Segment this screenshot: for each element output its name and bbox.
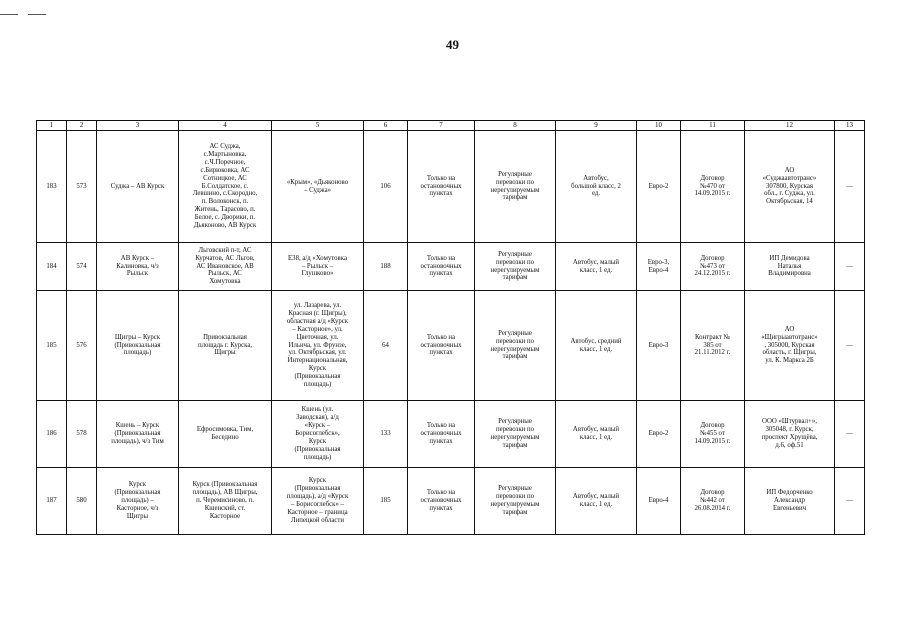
route-length: 106 bbox=[364, 131, 408, 243]
table-row bbox=[37, 468, 865, 535]
route-streets-roads: Е38, а/д «Хомутовка – Рыльск – Глушково» bbox=[272, 243, 364, 291]
route-length: 185 bbox=[364, 468, 408, 535]
route-name: Суджа – АВ Курск bbox=[97, 131, 179, 243]
eco-class: Евро-2 bbox=[637, 401, 681, 468]
page-number: 49 bbox=[446, 37, 459, 52]
route-stops: АС Суджа, с.Мартыновка, с.Ч.Поречное, с.Бирюковка, АС Сотницкое, АС Б.Солдатское, с. Левшино, с.Скородно, п. Волоконск, п. Житень, Тарасово, п. Белое, с. Дворики, п. Дьяконово, АВ Курск bbox=[179, 131, 272, 243]
transport-type: Регулярные перевозки по нерегулируемым тарифам bbox=[475, 243, 556, 291]
carrier-info: ИП Федорченко Александр Евгеньевич bbox=[745, 468, 835, 535]
route-name: Щигры – Курск (Привокзальная площадь) bbox=[97, 291, 179, 401]
route-sequence-number: 186 bbox=[37, 401, 67, 468]
column-number: 3 bbox=[97, 121, 179, 131]
route-stops: Ефросимовка, Тим, Беседино bbox=[179, 401, 272, 468]
carrier-info: ИП Демидова Наталья Владимировна bbox=[745, 243, 835, 291]
route-stops: Привокзальная площадь г. Курска, Щигры bbox=[179, 291, 272, 401]
carrier-info: ООО «Штурвал+», 305048, г. Курск, проспект Хрущёва, д.6, оф.51 bbox=[745, 401, 835, 468]
boarding-procedure: Только на остановочных пунктах bbox=[408, 468, 475, 535]
eco-class: Евро-3 bbox=[637, 291, 681, 401]
route-name: АВ Курск – Калиновка, ч/з Рыльск bbox=[97, 243, 179, 291]
vehicle-class: Автобус, средний класс, 1 ед. bbox=[556, 291, 637, 401]
route-length: 64 bbox=[364, 291, 408, 401]
column-number: 10 bbox=[637, 121, 681, 131]
vehicle-class: Автобус, малый класс, 1 ед. bbox=[556, 468, 637, 535]
column-number: 5 bbox=[272, 121, 364, 131]
corner-scan-mark bbox=[28, 0, 46, 15]
transport-type: Регулярные перевозки по нерегулируемым тарифам bbox=[475, 401, 556, 468]
notes-cell: — bbox=[835, 401, 865, 468]
table-row bbox=[37, 131, 865, 243]
contract-info: Договор №455 от 14.09.2015 г. bbox=[681, 401, 745, 468]
boarding-procedure: Только на остановочных пунктах bbox=[408, 243, 475, 291]
corner-scan-mark bbox=[0, 0, 18, 15]
route-stops: Льговский п-т, АС Курчатов, АС Льгов, АС Ивановское, АВ Рыльск, АС Хомутовка bbox=[179, 243, 272, 291]
route-streets-roads: Курск (Привокзальная площадь), а/д «Курск – Борисоглебск» – Касторное – граница Липецкой области bbox=[272, 468, 364, 535]
contract-info: Договор №470 от 14.09.2015 г. bbox=[681, 131, 745, 243]
route-name: Кшень – Курск (Привокзальная площадь), ч/з Тим bbox=[97, 401, 179, 468]
column-number: 1 bbox=[37, 121, 67, 131]
contract-info: Контракт № 385 от 21.11.2012 г. bbox=[681, 291, 745, 401]
vehicle-class: Автобус, малый класс, 1 ед. bbox=[556, 401, 637, 468]
route-registry-number: 578 bbox=[67, 401, 97, 468]
column-number: 7 bbox=[408, 121, 475, 131]
vehicle-class: Автобус, большой класс, 2 ед. bbox=[556, 131, 637, 243]
column-number: 12 bbox=[745, 121, 835, 131]
route-registry-number: 574 bbox=[67, 243, 97, 291]
table-row bbox=[37, 291, 865, 401]
route-length: 188 bbox=[364, 243, 408, 291]
transport-type: Регулярные перевозки по нерегулируемым тарифам bbox=[475, 291, 556, 401]
route-sequence-number: 187 bbox=[37, 468, 67, 535]
route-sequence-number: 184 bbox=[37, 243, 67, 291]
column-number: 9 bbox=[556, 121, 637, 131]
eco-class: Евро-2 bbox=[637, 131, 681, 243]
transport-type: Регулярные перевозки по нерегулируемым тарифам bbox=[475, 131, 556, 243]
table-row bbox=[37, 243, 865, 291]
route-length: 133 bbox=[364, 401, 408, 468]
contract-info: Договор №473 от 24.12.2015 г. bbox=[681, 243, 745, 291]
route-registry-number: 573 bbox=[67, 131, 97, 243]
route-streets-roads: «Крым», «Дьяконово – Суджа» bbox=[272, 131, 364, 243]
column-number: 4 bbox=[179, 121, 272, 131]
routes-table bbox=[36, 120, 865, 535]
route-streets-roads: ул. Лазарева, ул. Красная (г. Щигры), областная а/д «Курск – Касторное», ул. Цветочная, ул. Ильича, ул. Фрунзе, ул. Октябрьская, ул. Интернациональная, Курск (Привокзальная площадь) bbox=[272, 291, 364, 401]
route-sequence-number: 185 bbox=[37, 291, 67, 401]
notes-cell: — bbox=[835, 131, 865, 243]
route-sequence-number: 183 bbox=[37, 131, 67, 243]
route-name: Курск (Привокзальная площадь) – Касторное, ч/з Щигры bbox=[97, 468, 179, 535]
column-number-row bbox=[37, 121, 865, 131]
column-number: 2 bbox=[67, 121, 97, 131]
eco-class: Евро-4 bbox=[637, 468, 681, 535]
boarding-procedure: Только на остановочных пунктах bbox=[408, 291, 475, 401]
carrier-info: АО «Щигрыавтотранс» , 305000, Курская область, г. Щигры, ул. К. Маркса 2Б bbox=[745, 291, 835, 401]
column-number: 11 bbox=[681, 121, 745, 131]
column-number: 6 bbox=[364, 121, 408, 131]
boarding-procedure: Только на остановочных пунктах bbox=[408, 401, 475, 468]
notes-cell: — bbox=[835, 468, 865, 535]
column-number: 8 bbox=[475, 121, 556, 131]
notes-cell: — bbox=[835, 291, 865, 401]
carrier-info: АО «Суджаавтотранс» 307800, Курская обл., г. Суджа, ул. Октябрьская, 14 bbox=[745, 131, 835, 243]
vehicle-class: Автобус, малый класс, 1 ед. bbox=[556, 243, 637, 291]
eco-class: Евро-3, Евро-4 bbox=[637, 243, 681, 291]
contract-info: Договор №442 от 26.08.2014 г. bbox=[681, 468, 745, 535]
column-number: 13 bbox=[835, 121, 865, 131]
route-registry-number: 580 bbox=[67, 468, 97, 535]
boarding-procedure: Только на остановочных пунктах bbox=[408, 131, 475, 243]
table-row bbox=[37, 401, 865, 468]
route-streets-roads: Кшень (ул. Заводская), а/д «Курск – Борисоглебск», Курск (Привокзальная площадь) bbox=[272, 401, 364, 468]
route-stops: Курск (Привокзальная площадь), АВ Щигры, п. Черемисиново, п. Кшенский, ст. Касторное bbox=[179, 468, 272, 535]
route-registry-number: 576 bbox=[67, 291, 97, 401]
notes-cell: — bbox=[835, 243, 865, 291]
transport-type: Регулярные перевозки по нерегулируемым тарифам bbox=[475, 468, 556, 535]
